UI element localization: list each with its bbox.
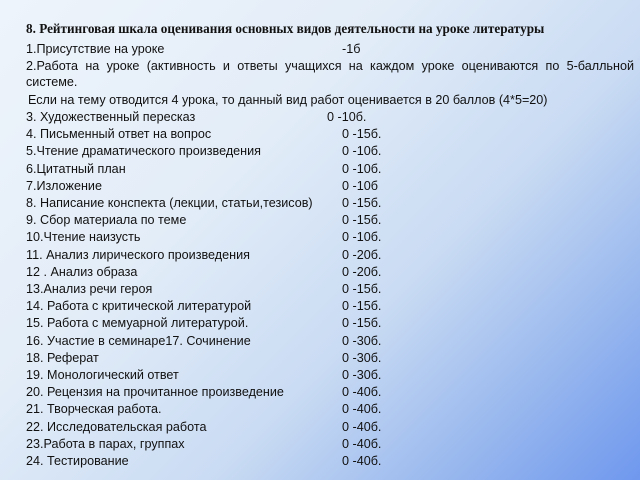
item-text: 4. Письменный ответ на вопрос [26,127,212,142]
text-line-class-work: 2.Работа на уроке (активность и ответы учащихся на каждом уроке оцениваются по 5-балльной системе. [26,59,634,89]
list-item [26,281,382,297]
item-points: 0 -40б. [342,436,382,451]
note-text: Если на тему отводится 4 урока, то данный вид работ оценивается в 20 баллов (4*5=20) [28,93,548,107]
item-points: 0 -15б. [342,196,382,210]
line-points: -1б [342,42,361,56]
item-text: 14. Работа с критической литературой [26,299,252,314]
list-item [26,247,382,263]
item-points: 0 -15б. [342,282,382,296]
list-item [26,298,382,314]
item-points: 0 -15б. [342,299,382,314]
item-text: 18. Реферат [26,350,99,365]
item-text: 19. Монологический ответ [26,368,179,382]
list-item [26,126,382,142]
list-item [26,264,382,280]
list-item [26,143,382,159]
item-text: 22. Исследовательская работа [26,419,207,434]
item-points: 0 -20б. [342,247,382,262]
list-item [26,178,378,194]
item-points: 0 -30б. [342,350,382,365]
item-text: 15. Работа с мемуарной литературой. [26,316,249,331]
item-text: 12 . Анализ образа [26,264,138,279]
item-points: 0 -10б. [327,110,367,124]
item-text: 23.Работа в парах, группах [26,436,185,451]
text-line-attendance [26,41,361,57]
item-text: 20. Рецензия на прочитанное произведение [26,385,284,400]
item-points: 0 -10б. [342,144,382,159]
item-points: 0 -30б. [342,368,382,382]
item-text: 13.Анализ речи героя [26,282,153,296]
page-title: 8. Рейтинговая шкала оценивания основных видов деятельности на уроке литературы [26,21,545,36]
item-text: 11. Анализ лирического произведения [26,247,250,262]
list-item [26,401,382,417]
list-item [26,350,382,366]
item-text: 8. Написание конспекта (лекции, статьи,тезисов) [26,196,313,210]
list-item [26,229,382,245]
item-text: 9. Сбор материала по теме [26,213,187,228]
item-text: 7.Изложение [26,178,102,193]
item-text: 10.Чтение наизусть [26,230,141,245]
item-text: 24. Тестирование [26,454,129,468]
line-text: 1.Присутствие на уроке [26,42,165,56]
item-text: 21. Творческая работа. [26,402,162,417]
item-points: 0 -10б [342,178,378,193]
list-item [26,367,382,383]
item-text: 3. Художественный пересказ [26,110,196,124]
list-item [26,195,382,211]
list-item [26,109,367,125]
item-text: 16. Участие в семинаре17. Сочинение [26,333,251,348]
item-points: 0 -40б. [342,419,382,434]
item-points: 0 -30б. [342,333,382,348]
item-points: 0 -40б. [342,385,382,400]
item-points: 0 -40б. [342,402,382,417]
list-item [26,436,382,452]
item-points: 0 -15б. [342,316,382,331]
item-points: 0 -15б. [342,127,382,142]
list-item [26,333,382,349]
item-text: 5.Чтение драматического произведения [26,144,261,159]
item-points: 0 -15б. [342,213,382,228]
list-item [26,315,382,331]
list-item [26,212,382,228]
list-item [26,453,382,469]
list-item [26,384,382,400]
list-item [26,419,382,435]
list-item [26,161,382,177]
item-points: 0 -20б. [342,264,382,279]
item-text: 6.Цитатный план [26,161,126,176]
item-points: 0 -10б. [342,230,382,245]
item-points: 0 -10б. [342,161,382,176]
item-points: 0 -40б. [342,454,382,468]
